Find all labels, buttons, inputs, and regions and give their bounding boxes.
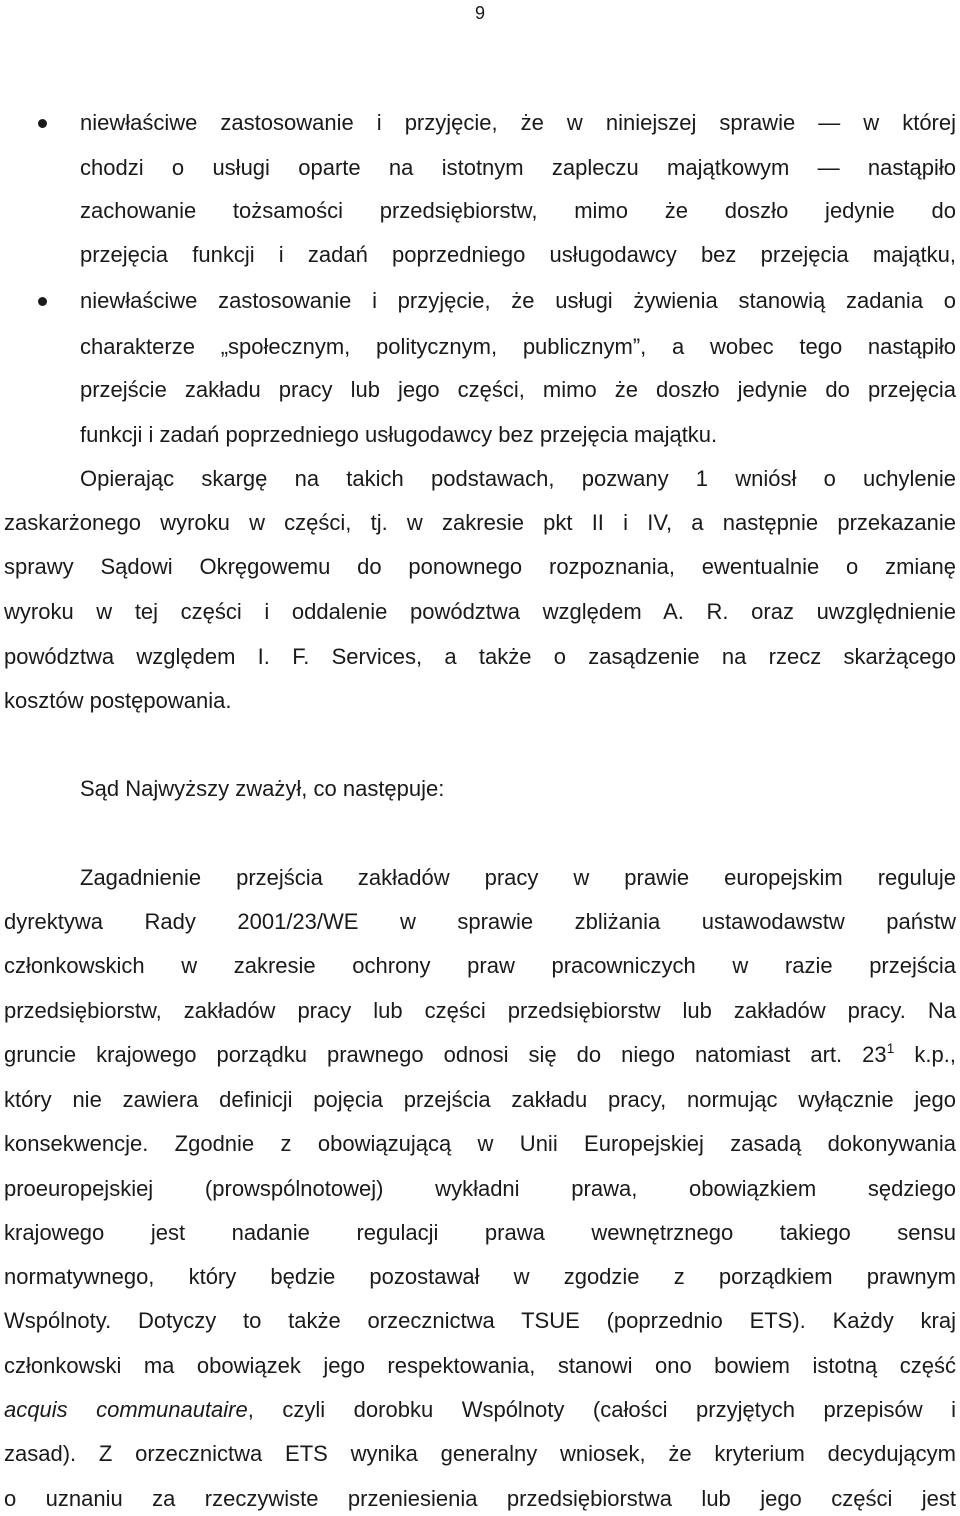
paragraph-1-line-5: powództwa względem I. F. Services, a także o zasądzenie na rzecz skarżącego	[4, 644, 956, 669]
paragraph-2-line-11: Wspólnoty. Dotyczy to także orzecznictwa TSUE (poprzednio ETS). Każdy kraj	[4, 1308, 956, 1333]
bullet-2-line-2: charakterze „społecznym, politycznym, publicznym”, a wobec tego nastąpiło	[80, 334, 956, 359]
bullet-1-line-1: niewłaściwe zastosowanie i przyjęcie, że w niniejszej sprawie ― w której	[80, 110, 956, 135]
paragraph-2-line-14: zasad). Z orzecznictwa ETS wynika generalny wniosek, że kryterium decydującym	[4, 1441, 956, 1466]
paragraph-2-line-7: konsekwencje. Zgodnie z obowiązującą w Unii Europejskiej zasadą dokonywania	[4, 1131, 956, 1156]
section-heading: Sąd Najwyższy zważył, co następuje:	[80, 776, 445, 801]
paragraph-1-line-2: zaskarżonego wyroku w części, tj. w zakresie pkt II i IV, a następnie przekazanie	[4, 510, 956, 535]
paragraph-2-line-13	[4, 1395, 956, 1425]
bullet-2-line-3: przejście zakładu pracy lub jego części, mimo że doszło jedynie do przejęcia	[80, 377, 956, 402]
line-13-rest: , czyli dorobku Wspólnoty (całości przyjętych przepisów i	[247, 1397, 956, 1422]
paragraph-2-line-15: o uznaniu za rzeczywiste przeniesienia przedsiębiorstwa lub jego części jest	[4, 1486, 956, 1511]
paragraph-1-line-4: wyroku w tej części i oddalenie powództwa względem A. R. oraz uwzględnienie	[4, 599, 956, 624]
paragraph-1-line-3: sprawy Sądowi Okręgowemu do ponownego rozpoznania, ewentualnie o zmianę	[4, 554, 956, 579]
paragraph-2-line-5	[4, 1040, 956, 1070]
article-superscript: 1	[886, 1040, 895, 1056]
paragraph-2-line-8: proeuropejskiej (prowspólnotowej) wykładni prawa, obowiązkiem sędziego	[4, 1176, 956, 1201]
paragraph-2-line-1: Zagadnienie przejścia zakładów pracy w prawie europejskim reguluje	[80, 865, 956, 890]
paragraph-2-line-10: normatywnego, który będzie pozostawał w zgodzie z porządkiem prawnym	[4, 1264, 956, 1289]
latin-term: acquis communautaire	[4, 1397, 248, 1422]
paragraph-1-line-6: kosztów postępowania.	[4, 688, 232, 713]
paragraph-2-line-2: dyrektywa Rady 2001/23/WE w sprawie zbliżania ustawodawstw państw	[4, 909, 956, 934]
paragraph-2-line-9: krajowego jest nadanie regulacji prawa wewnętrznego takiego sensu	[4, 1220, 956, 1245]
paragraph-2-line-3: członkowskich w zakresie ochrony praw pracowniczych w razie przejścia	[4, 953, 956, 978]
bullet-1-line-2: chodzi o usługi oparte na istotnym zapleczu majątkowym ― nastąpiło	[80, 155, 956, 180]
bullet-2-line-1: niewłaściwe zastosowanie i przyjęcie, że usługi żywienia stanowią zadania o	[80, 288, 956, 313]
paragraph-2-line-4: przedsiębiorstw, zakładów pracy lub części przedsiębiorstw lub zakładów pracy. Na	[4, 998, 956, 1023]
line-5-suffix: k.p.,	[894, 1042, 956, 1067]
bullet-1-line-4: przejęcia funkcji i zadań poprzedniego usługodawcy bez przejęcia majątku,	[80, 242, 956, 267]
page-number: 9	[474, 3, 485, 23]
line-5-text: gruncie krajowego porządku prawnego odnosi się do niego natomiast art. 23	[4, 1042, 887, 1067]
paragraph-2-line-6: który nie zawiera definicji pojęcia przejścia zakładu pracy, normując wyłącznie jego	[4, 1087, 956, 1112]
bullet-dot-2	[38, 297, 47, 306]
bullet-1-line-3: zachowanie tożsamości przedsiębiorstw, mimo że doszło jedynie do	[80, 198, 956, 223]
bullet-dot-1	[38, 119, 47, 128]
bullet-2-line-4: funkcji i zadań poprzedniego usługodawcy bez przejęcia majątku.	[80, 422, 718, 447]
paragraph-1-line-1: Opierając skargę na takich podstawach, pozwany 1 wniósł o uchylenie	[80, 466, 956, 491]
paragraph-2-line-12: członkowski ma obowiązek jego respektowania, stanowi ono bowiem istotną część	[4, 1353, 956, 1378]
